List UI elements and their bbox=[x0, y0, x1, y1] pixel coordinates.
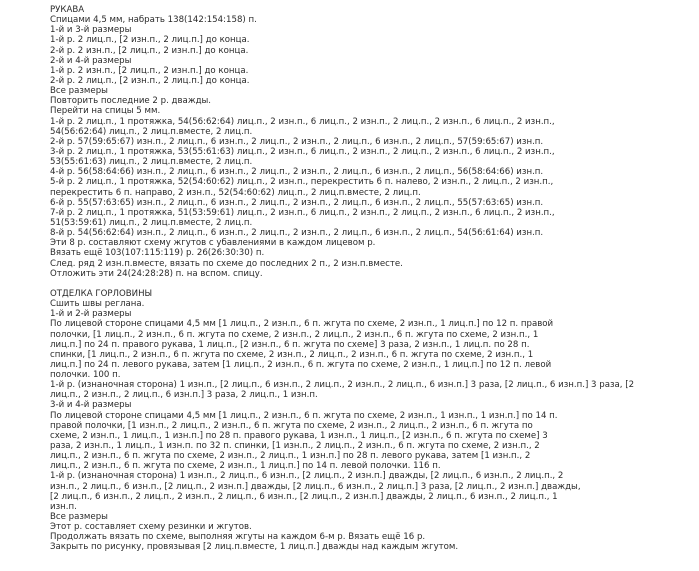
text-line: Этот р. составляет схему резинки и жгутов. bbox=[50, 522, 252, 533]
text-line: 4-й р. 56(58:64:66) изн.п., 2 лиц.п., 6 изн.п., 2 лиц.п., 2 изн.п., 2 лиц.п., 6 изн.п., 2 лиц.п., 56(58:64:66) изн.п. bbox=[50, 167, 544, 178]
text-line: лиц.п.] по 24 п. левого рукава, затем [1 лиц.п., 2 изн.п., 6 п. жгута по схеме, 2 изн.п., 1 лиц.п.] по 12 п. левой bbox=[50, 359, 552, 370]
text-line: 53(55:61:63) лиц.п., 2 лиц.п.вместе, 2 лиц.п. bbox=[50, 157, 253, 168]
text-line: 1-й р. 2 изн.п., [2 лиц.п., 2 изн.п.] до конца. bbox=[50, 65, 249, 76]
text-line: Вязать ещё 103(107:115:119) р. 26(26:30:30) п. bbox=[50, 248, 265, 259]
text-line: лиц.п.] по 24 п. правого рукава, 1 лиц.п., [2 изн.п., 6 п. жгута по схеме] 3 раза, 2 изн.п., 1 лиц.п. по 28 п. bbox=[50, 339, 530, 350]
text-line: полочки, [1 лиц.п., 2 изн.п., 6 п. жгута по схеме, 2 изн.п., 2 лиц.п., 2 изн.п., 6 п. жгута по схеме, 2 изн.п., 1 bbox=[50, 329, 539, 340]
text-line: 6-й р. 55(57:63:65) изн.п., 2 лиц.п., 6 изн.п., 2 лиц.п., 2 изн.п., 2 лиц.п., 6 изн.п., 2 лиц.п., 55(57:63:65) изн.п. bbox=[50, 197, 544, 208]
text-line: изн.п., 2 лиц.п., 6 изн.п., [2 лиц.п., 2 изн.п.] дважды, [2 лиц.п., 6 изн.п., 2 лиц.п.] 3 раза, [2 лиц.п., 2 изн.п.] дважды, bbox=[50, 481, 581, 492]
text-line: 54(56:62:64) лиц.п., 2 лиц.п.вместе, 2 лиц.п. bbox=[50, 126, 253, 137]
document bbox=[50, 5, 695, 553]
text-line: лиц.п., 2 изн.п., 6 п. жгута по схеме, 2 изн.п., 2 лиц.п., 1 изн.п.] по 28 п. левого рукава, затем [1 изн.п., 2 bbox=[50, 451, 531, 462]
text-line: Все размеры bbox=[50, 86, 108, 97]
text-line: изн.п. bbox=[50, 501, 77, 512]
section-gap bbox=[50, 279, 695, 289]
text-line: След. ряд 2 изн.п.вместе, вязать по схеме до последних 2 п., 2 изн.п.вместе. bbox=[50, 258, 403, 269]
text-line: полочки. 100 п. bbox=[50, 370, 121, 381]
text-line: Эти 8 р. составляют схему жгутов с убавлениями в каждом лицевом р. bbox=[50, 238, 376, 249]
section-heading: ОТДЕЛКА ГОРЛОВИНЫ bbox=[50, 288, 153, 299]
text-line: 1-й и 2-й размеры bbox=[50, 309, 132, 320]
text-line: 2-й р. 57(59:65:67) изн.п., 2 лиц.п., 6 изн.п., 2 лиц.п., 2 изн.п., 2 лиц.п., 6 изн.п., 2 лиц.п., 57(59:65:67) изн.п. bbox=[50, 136, 544, 147]
text-line: Продолжать вязать по схеме, выполняя жгуты на каждом 6-м р. Вязать ещё 16 р. bbox=[50, 532, 426, 543]
text-line: 7-й р. 2 лиц.п., 1 протяжка, 51(53:59:61) лиц.п., 2 изн.п., 6 лиц.п., 2 изн.п., 2 лиц.п., 2 изн.п., 6 лиц.п., 2 изн.п., bbox=[50, 207, 555, 218]
text-line: Повторить последние 2 р. дважды. bbox=[50, 96, 212, 107]
text-line: 1-й р. 2 лиц.п., 1 протяжка, 54(56:62:64) лиц.п., 2 изн.п., 6 лиц.п., 2 изн.п., 2 лиц.п., 2 изн.п., 6 лиц.п., 2 изн.п., bbox=[50, 116, 555, 127]
text-line: Все размеры bbox=[50, 512, 108, 523]
text-line: перекрестить 6 п. направо, 2 изн.п., 52(54:60:62) лиц.п., 2 лиц.п.вместе, 2 лиц.п. bbox=[50, 187, 421, 198]
text-line: 51(53:59:61) лиц.п., 2 лиц.п.вместе, 2 лиц.п. bbox=[50, 217, 253, 228]
text-line: лиц.п., 2 изн.п., 2 лиц.п., 6 изн.п.] 3 раза, 2 лиц.п., 1 изн.п. bbox=[50, 390, 318, 401]
text-line: раза, 2 изн.п., 1 лиц.п., 1 изн.п. по 32 п. спинки, [1 изн.п., 2 лиц.п., 2 изн.п., 6 п. жгута по схеме, 2 изн.п., 2 bbox=[50, 441, 540, 452]
text-line: [2 лиц.п., 6 изн.п., 2 лиц.п., 2 изн.п., 2 лиц.п., 6 изн.п., [2 лиц.п., 2 изн.п.] дважды, 2 лиц.п., 6 изн.п., 2 лиц.п., 1 bbox=[50, 491, 558, 502]
text-line: 2-й р. 2 лиц.п., [2 изн.п., 2 лиц.п.] до конца. bbox=[50, 75, 250, 86]
text-line: 2-й р. 2 изн.п., [2 лиц.п., 2 изн.п.] до конца. bbox=[50, 45, 249, 56]
section-heading: РУКАВА bbox=[50, 5, 85, 15]
text-line: 3-й р. 2 лиц.п., 1 протяжка, 53(55:61:63) лиц.п., 2 изн.п., 6 лиц.п., 2 изн.п., 2 лиц.п., 2 изн.п., 6 лиц.п., 2 изн.п., bbox=[50, 146, 555, 157]
text-line: 8-й р. 54(56:62:64) изн.п., 2 лиц.п., 6 изн.п., 2 лиц.п., 2 изн.п., 2 лиц.п., 6 изн.п., 2 лиц.п., 54(56:61:64) изн.п. bbox=[50, 228, 544, 239]
text-line: правой полочки, [1 изн.п., 2 лиц.п., 2 изн.п., 6 п. жгута по схеме, 2 изн.п., 2 лиц.п., 2 изн.п., 6 п. жгута по bbox=[50, 420, 533, 431]
sleeves-section bbox=[50, 5, 695, 279]
text-line: По лицевой стороне спицами 4,5 мм [1 лиц.п., 2 изн.п., 6 п. жгута по схеме, 2 изн.п., 1 изн.п., 1 изн.п.] по 14 п. bbox=[50, 410, 558, 421]
text-line: 5-й р. 2 лиц.п., 1 протяжка, 52(54:60:62) лиц.п., 2 изн.п., перекрестить 6 п. налево, 2 изн.п., 2 лиц.п., 2 изн.п., bbox=[50, 177, 554, 188]
text-line: Закрыть по рисунку, провязывая [2 лиц.п.вместе, 1 лиц.п.] дважды над каждым жгутом. bbox=[50, 542, 459, 553]
text-line: схеме, 2 изн.п., 1 лиц.п., 1 изн.п.] по 28 п. правого рукава, 1 изн.п., 1 лиц.п., [2 изн.п., 6 п. жгута по схеме] 3 bbox=[50, 430, 548, 441]
text-line: Отложить эти 24(24:28:28) п. на вспом. спицу. bbox=[50, 268, 263, 279]
text-line: Перейти на спицы 5 мм. bbox=[50, 106, 161, 117]
text-line: Сшить швы реглана. bbox=[50, 299, 145, 310]
text-line: По лицевой стороне спицами 4,5 мм [1 лиц.п., 2 изн.п., 6 п. жгута по схеме, 2 изн.п., 1 лиц.п.] по 12 п. правой bbox=[50, 319, 554, 330]
neckline-section bbox=[50, 289, 695, 553]
text-line: 1-й и 3-й размеры bbox=[50, 25, 132, 36]
text-line: 1-й р. (изнаночная сторона) 1 изн.п., 2 лиц.п., 6 изн.п., [2 лиц.п., 2 изн.п.] дважды, [2 лиц.п., 6 изн.п., 2 лиц.п., 2 bbox=[50, 471, 564, 482]
text-line: 1-й р. 2 лиц.п., [2 изн.п., 2 лиц.п.] до конца. bbox=[50, 35, 250, 46]
text-line: 2-й и 4-й размеры bbox=[50, 55, 132, 66]
text-line: 1-й р. (изнаночная сторона) 1 изн.п., [2 лиц.п., 6 изн.п., 2 лиц.п., 2 изн.п., 2 лиц.п., 6 изн.п.] 3 раза, [2 лиц.п., 6 изн.п.] 3 раза, [2 bbox=[50, 380, 635, 391]
text-line: Спицами 4,5 мм, набрать 138(142:154:158) п. bbox=[50, 15, 257, 26]
text-line: спинки, [1 лиц.п., 2 изн.п., 6 п. жгута по схеме, 2 изн.п., 2 лиц.п., 2 изн.п., 6 п. жгута по схеме, 2 изн.п., 1 bbox=[50, 349, 534, 360]
text-line: 3-й и 4-й размеры bbox=[50, 400, 132, 411]
text-line: лиц.п., 2 изн.п., 6 п. жгута по схеме, 2 изн.п., 1 лиц.п.] по 14 п. левой полочки. 116 п. bbox=[50, 461, 441, 472]
